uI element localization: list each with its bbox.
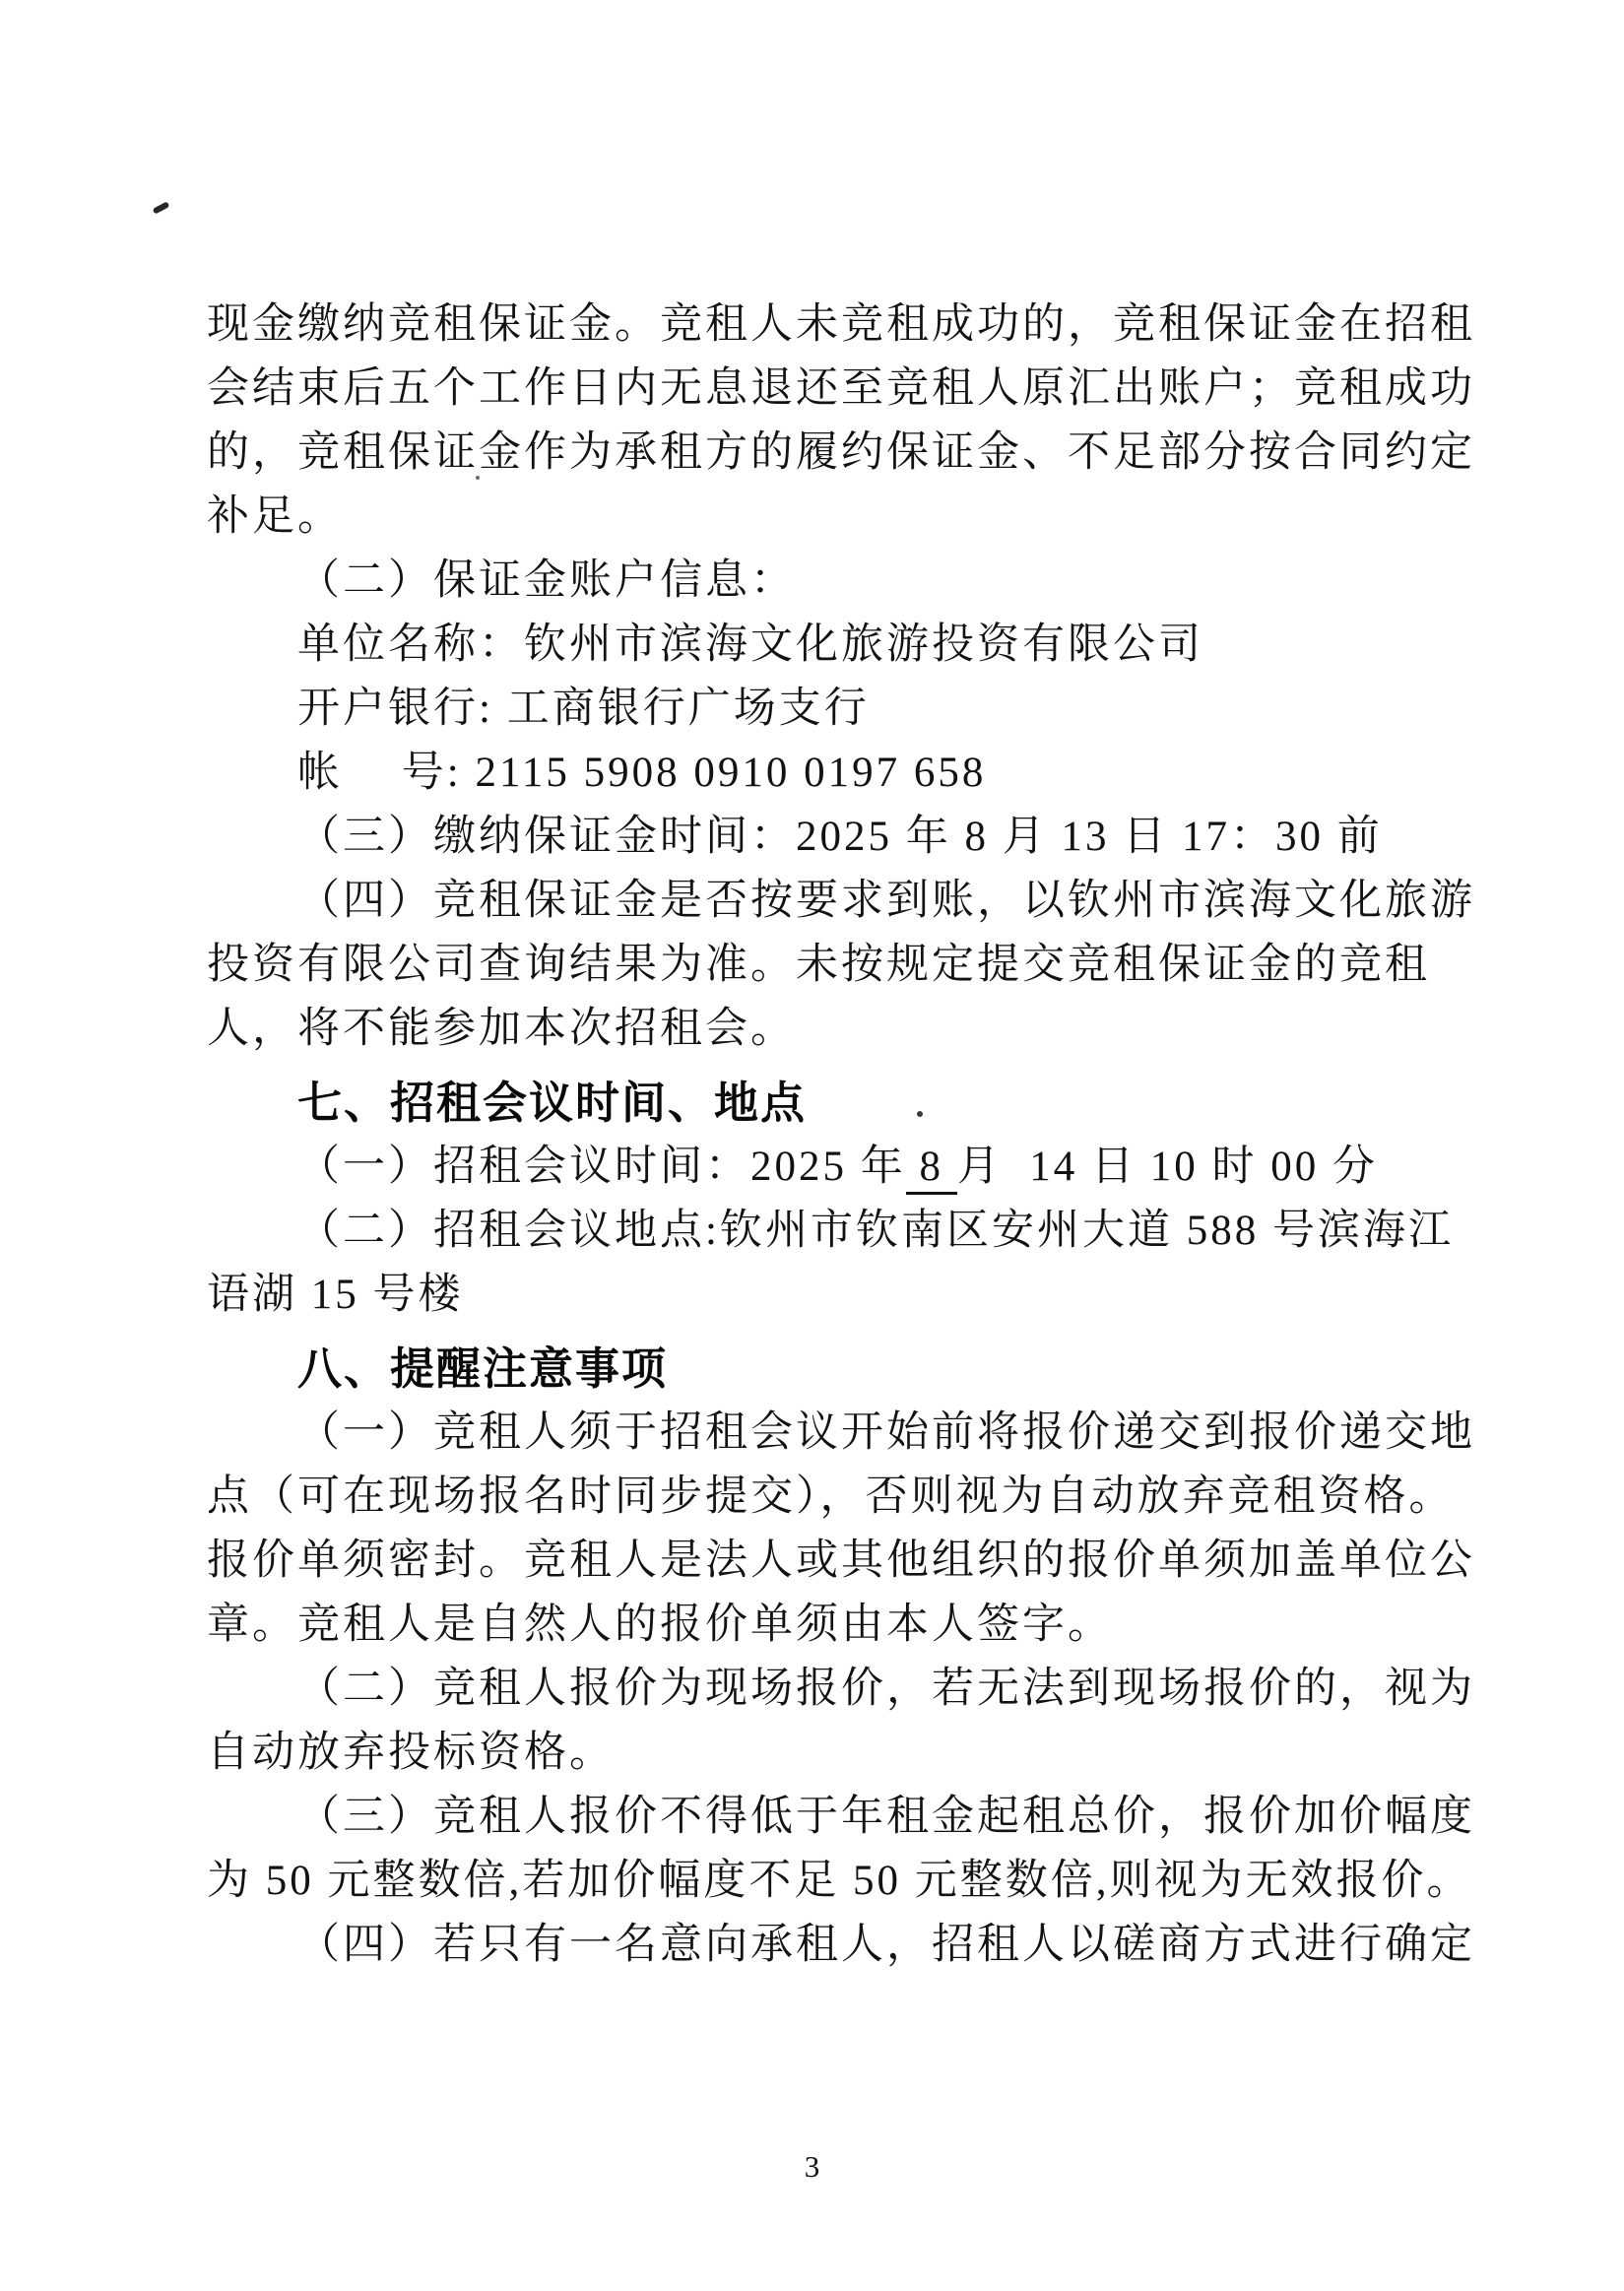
section-heading: 八、提醒注意事项: [297, 1343, 669, 1394]
text-line: 章。竞租人是自然人的报价单须由本人签字。: [207, 1602, 1113, 1648]
text-line: 的，竞租保证金作为承租方的履约保证金、不足部分按合同约定: [207, 429, 1475, 476]
text-line: 为 50 元整数倍,若加价幅度不足 50 元整数倍,则视为无效报价。: [207, 1858, 1472, 1904]
text-line: [207, 1135, 1492, 1199]
text-line: （二）保证金账户信息：: [297, 557, 796, 604]
text-line: 投资有限公司查询结果为准。未按规定提交竞租保证金的竞租: [207, 942, 1430, 988]
text-line: （三）竞租人报价不得低于年租金起租总价，报价加价幅度: [297, 1794, 1475, 1840]
text-line: （一）竞租人须于招租会议开始前将报价递交到报价递交地: [297, 1409, 1475, 1456]
text-line: 现金缴纳竞租保证金。竞租人未竞租成功的，竞租保证金在招租: [207, 301, 1475, 348]
text-segment: 月 14 日 10 时 00 分: [956, 1144, 1378, 1190]
text-line: （四）竞租保证金是否按要求到账，以钦州市滨海文化旅游: [297, 878, 1475, 924]
text-line: 开户银行: 工商银行广场支行: [297, 686, 870, 732]
text-line: （三）缴纳保证金时间：2025 年 8 月 13 日 17：30 前: [297, 814, 1383, 860]
text-line: 人，将不能参加本次招租会。: [207, 1006, 796, 1052]
text-line: 会结束后五个工作日内无息退还至竞租人原汇出账户；竞租成功: [207, 365, 1475, 412]
text-segment: （一）招租会议时间：2025 年: [297, 1144, 906, 1190]
page-number: 3: [804, 2149, 820, 2184]
section-heading: 七、招租会议时间、地点: [297, 1078, 808, 1128]
text-line: 帐 号: 2115 5908 0910 0197 658: [297, 750, 987, 796]
underlined-text: 8: [906, 1144, 957, 1195]
text-line: 单位名称：钦州市滨海文化旅游投资有限公司: [297, 622, 1203, 668]
text-line: 补足。: [207, 493, 343, 540]
text-line: 语湖 15 号楼: [207, 1272, 464, 1318]
text-line: 报价单须密封。竞租人是法人或其他组织的报价单须加盖单位公: [207, 1538, 1475, 1584]
text-line: 点（可在现场报名时同步提交），否则视为自动放弃竞租资格。: [207, 1473, 1455, 1520]
text-line: 自动放弃投标资格。: [207, 1730, 615, 1776]
document-body: [207, 293, 1492, 1977]
text-line: （二）竞租人报价为现场报价，若无法到现场报价的，视为: [297, 1666, 1475, 1712]
text-line: （四）若只有一名意向承租人，招租人以磋商方式进行确定: [297, 1922, 1475, 1968]
scan-artifact-mark: [153, 201, 170, 214]
text-line: （二）招租会议地点:钦州市钦南区安州大道 588 号滨海江: [297, 1208, 1454, 1254]
